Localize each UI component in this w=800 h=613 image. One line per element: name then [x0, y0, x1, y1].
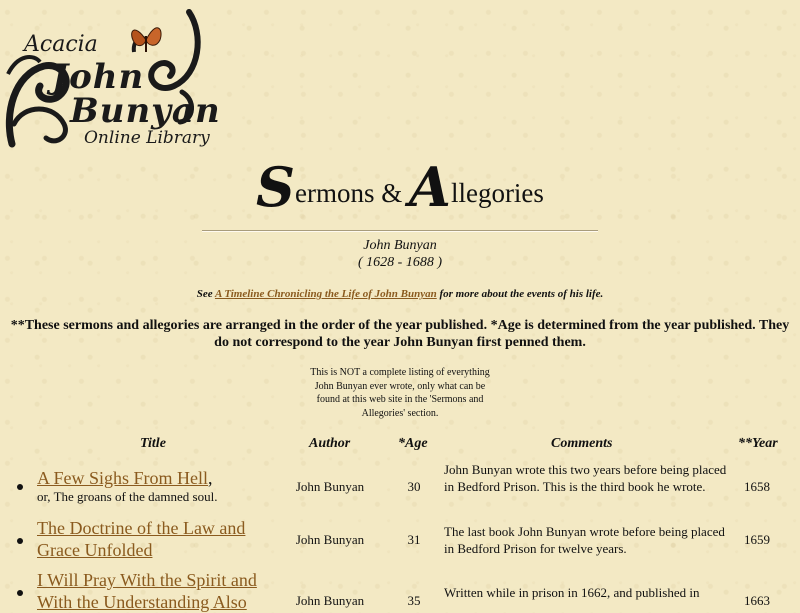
- works-table: [0, 434, 800, 612]
- author-name: John Bunyan: [363, 238, 437, 253]
- logo-text-online-library: Online Library: [84, 128, 210, 148]
- timeline-suffix: for more about the events of his life.: [436, 288, 604, 300]
- author-dates: ( 1628 - 1688 ): [358, 255, 442, 270]
- header-age: *Age: [398, 436, 428, 451]
- title-cell: [37, 517, 277, 561]
- header-author: Author: [309, 436, 351, 451]
- logo-text-acacia: Acacia: [24, 32, 98, 57]
- site-logo[interactable]: [4, 4, 224, 154]
- table-header: [0, 434, 800, 458]
- title-comma: ,: [208, 468, 213, 488]
- work-comments: John Bunyan wrote this two years before being placed in Bedford Prison. This is the third book he wrote.: [444, 462, 727, 494]
- disclaimer: This is NOT a complete listing of everything John Bunyan ever wrote, only what can be found at this web site in the 'Sermons and Allegories' section.: [310, 367, 490, 419]
- divider: [202, 230, 598, 232]
- title-part-sermons: ermons &: [295, 178, 410, 208]
- timeline-prefix: See: [196, 288, 215, 300]
- work-year: 1658: [744, 479, 770, 494]
- work-author: John Bunyan: [295, 593, 365, 608]
- work-year: 1663: [744, 593, 770, 608]
- work-title-link[interactable]: The Doctrine of the Law and Grace Unfolded: [37, 518, 246, 560]
- work-author: John Bunyan: [295, 532, 365, 547]
- work-age: 30: [407, 479, 421, 494]
- ordering-notice: **These sermons and allegories are arranged in the order of the year published. *Age is determined from the year published. They do not correspond to the year John Bunyan first penned them.: [10, 318, 790, 350]
- work-subtitle: or, The groans of the damned soul.: [37, 489, 218, 504]
- title-initial-a: A: [409, 155, 451, 219]
- logo-text-bunyan: Bunyan: [70, 91, 221, 131]
- header-title: Title: [140, 436, 166, 451]
- work-comments: Written while in prison in 1662, and published in: [444, 585, 700, 600]
- work-title-link[interactable]: A Few Sighs From Hell: [37, 468, 209, 488]
- timeline-link[interactable]: A Timeline Chronicling the Life of John Bunyan: [214, 288, 437, 300]
- work-comments: The last book John Bunyan wrote before being placed in Bedford Prison for twelve years.: [444, 524, 725, 556]
- title-cell: [37, 467, 277, 505]
- table-row: [0, 568, 800, 612]
- title-initial-s: S: [256, 155, 296, 219]
- title-part-allegories: llegories: [450, 178, 544, 208]
- page-title: [0, 155, 800, 219]
- timeline-note: [0, 288, 800, 300]
- table-row: [0, 460, 800, 510]
- list-bullet: [17, 590, 23, 596]
- header-comments: Comments: [551, 436, 613, 451]
- butterfly-icon: [126, 18, 166, 58]
- header-year: **Year: [738, 436, 778, 451]
- work-age: 35: [407, 593, 421, 608]
- list-bullet: [17, 484, 23, 490]
- table-row: [0, 516, 800, 564]
- work-age: 31: [407, 532, 421, 547]
- title-cell: [37, 569, 277, 613]
- logo-text-john: John: [52, 57, 145, 97]
- work-title-link[interactable]: I Will Pray With the Spirit and With the Understanding Also: [37, 570, 257, 612]
- work-year: 1659: [744, 532, 770, 547]
- work-author: John Bunyan: [295, 479, 365, 494]
- list-bullet: [17, 538, 23, 544]
- page-heading: [0, 155, 800, 219]
